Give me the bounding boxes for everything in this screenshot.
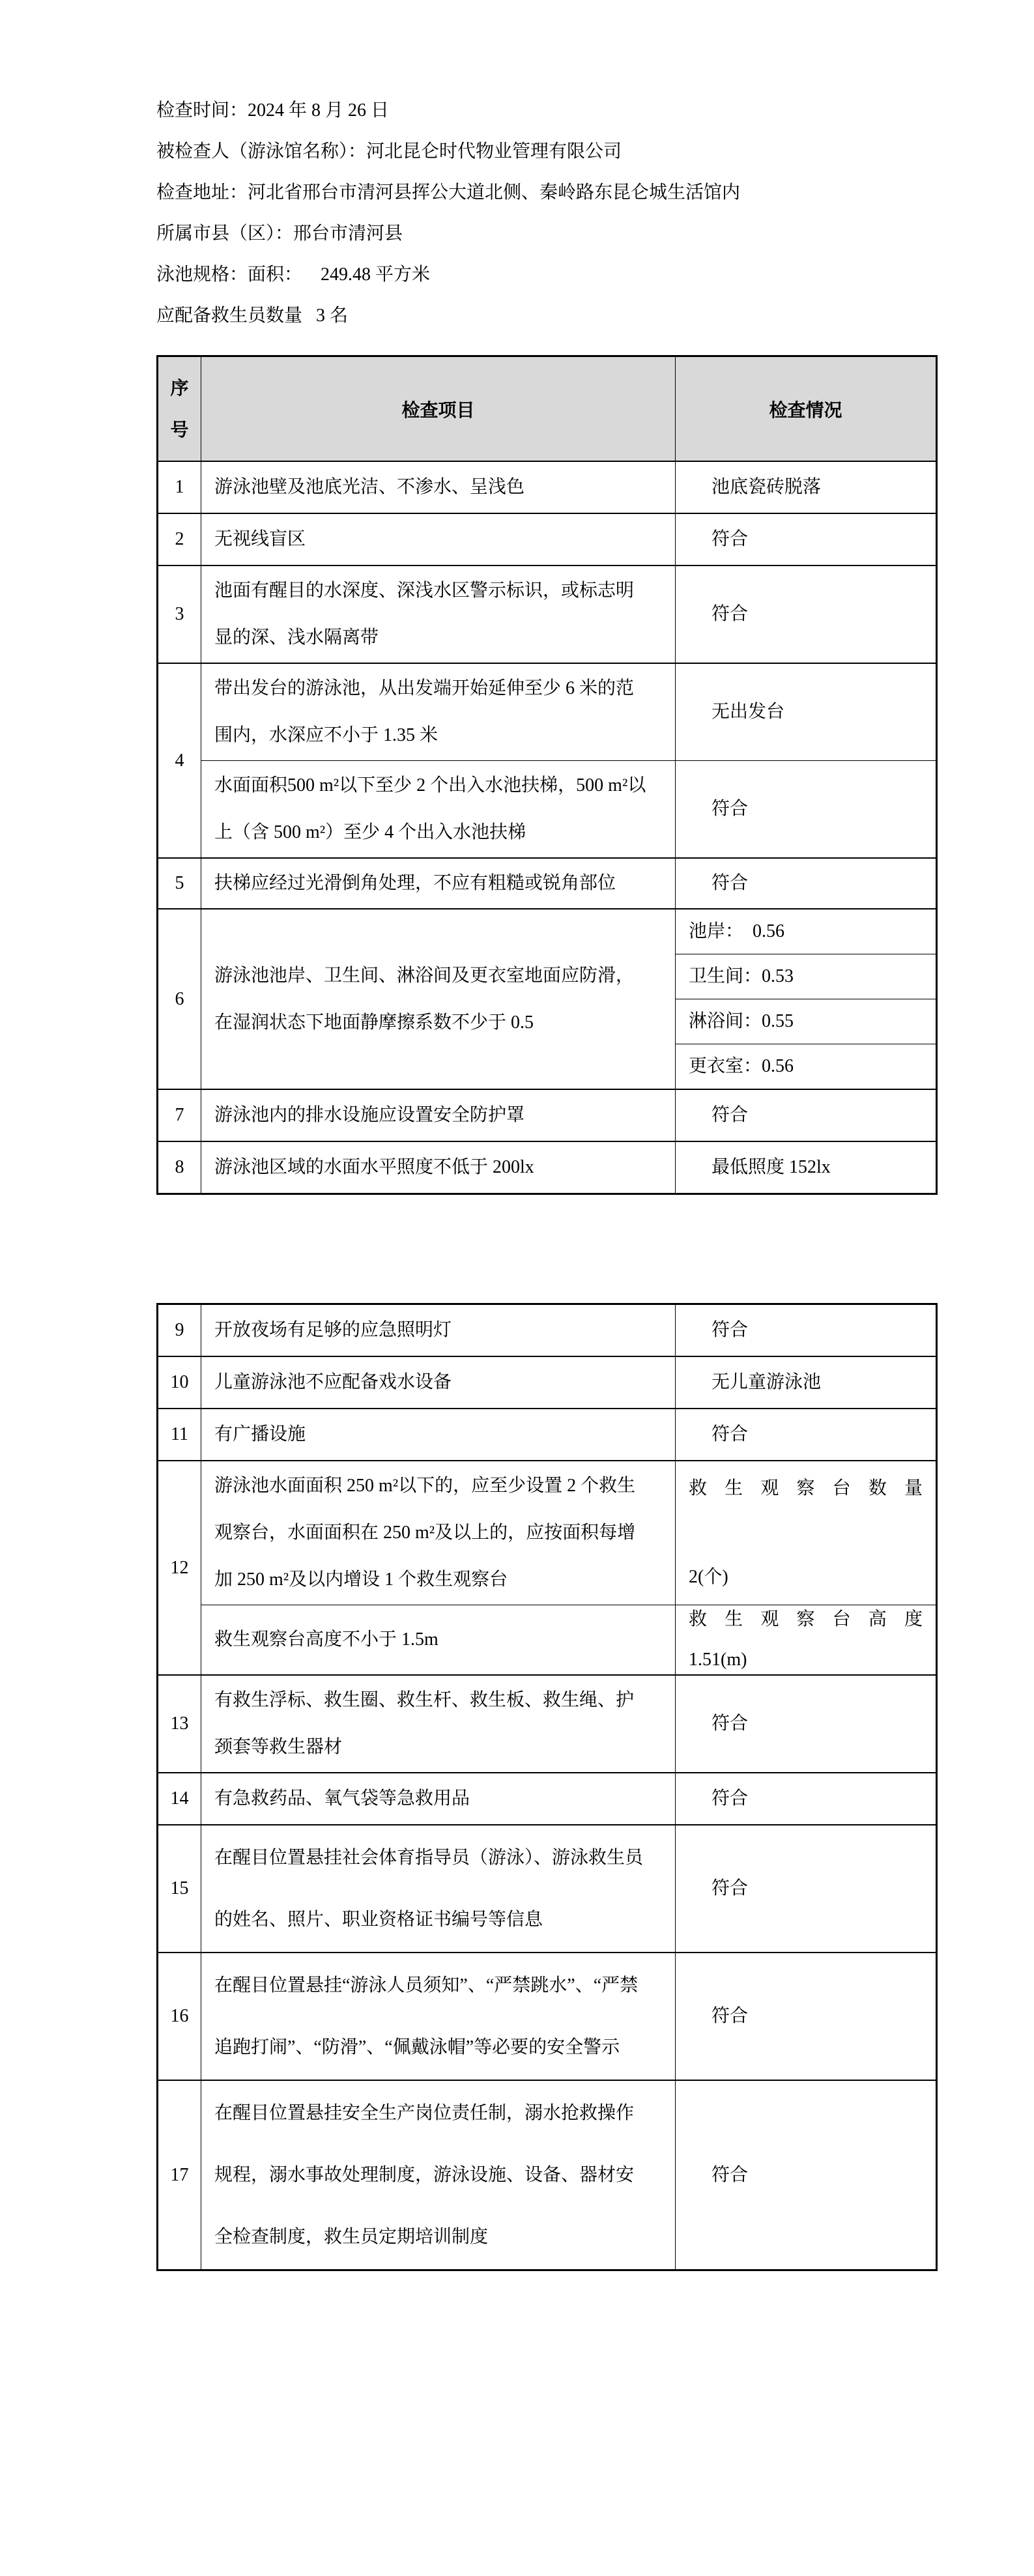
table-row-10: [158, 1356, 937, 1409]
row-7-no: 7: [158, 1089, 201, 1141]
row-4-status-a: 无出发台: [676, 663, 937, 761]
row-10-item: 儿童游泳池不应配备戏水设备: [201, 1356, 676, 1409]
row-13-no: 13: [158, 1675, 201, 1773]
row-4-item-a: 带出发台的游泳池，从出发端开始延伸至少 6 米的范围内，水深应不小于 1.35 米: [201, 663, 676, 761]
table-row-1: [158, 461, 937, 513]
table-row-14: [158, 1773, 937, 1825]
row-2-no: 2: [158, 513, 201, 565]
row-3-no: 3: [158, 565, 201, 663]
row-11-no: 11: [158, 1409, 201, 1461]
table-row-6: [158, 909, 937, 954]
row-9-no: 9: [158, 1304, 201, 1357]
row-16-item: 在醒目位置悬挂“游泳人员须知”、“严禁跳水”、“严禁追跑打闹”、“防滑”、“佩戴泳帽”等必要的安全警示: [201, 1953, 676, 2080]
row-15-no: 15: [158, 1825, 201, 1953]
row-11-status: 符合: [676, 1409, 937, 1461]
row-6-sub-poolside: 池岸： 0.56: [676, 909, 937, 954]
row-14-status: 符合: [676, 1773, 937, 1825]
row-6-sub-restroom: 卫生间：0.53: [676, 954, 937, 999]
row-15-item: 在醒目位置悬挂社会体育指导员（游泳）、游泳救生员的姓名、照片、职业资格证书编号等信息: [201, 1825, 676, 1953]
table-row-13: [158, 1675, 937, 1773]
table-row-12a: [158, 1461, 937, 1605]
meta-line-inspection-address: 检查地址：河北省邢台市清河县挥公大道北侧、秦岭路东昆仑城生活馆内: [156, 182, 741, 203]
table-row-17: [158, 2080, 937, 2270]
meta-block: [156, 90, 740, 336]
row-12-status-a-value: 2(个): [689, 1567, 728, 1587]
row-12-status-b: [676, 1605, 937, 1676]
row-9-item: 开放夜场有足够的应急照明灯: [201, 1304, 676, 1357]
row-5-no: 5: [158, 858, 201, 909]
row-6-sub-changing: 更衣室：0.56: [676, 1044, 937, 1090]
table-row-9: [158, 1304, 937, 1357]
row-7-status: 符合: [676, 1089, 937, 1141]
row-17-item: 在醒目位置悬挂安全生产岗位责任制，溺水抢救操作规程，溺水事故处理制度，游泳设施、设备、器材安全检查制度，救生员定期培训制度: [201, 2080, 676, 2270]
row-15-status: 符合: [676, 1825, 937, 1953]
table-row-12b: [158, 1605, 937, 1676]
row-1-item: 游泳池壁及池底光洁、不渗水、呈浅色: [201, 461, 676, 513]
row-17-no: 17: [158, 2080, 201, 2270]
row-13-status: 符合: [676, 1675, 937, 1773]
table-row-15: [158, 1825, 937, 1953]
row-12-item-a: 游泳池水面面积 250 m²以下的，应至少设置 2 个救生观察台，水面面积在 250 m²及以上的，应按面积每增加 250 m²及以内增设 1 个救生观察台: [201, 1461, 676, 1605]
row-1-no: 1: [158, 461, 201, 513]
table-row-4b: [158, 761, 937, 859]
row-4-item-b: 水面面积500 m²以下至少 2 个出入水池扶梯，500 m²以上（含 500 m²）至少 4 个出入水池扶梯: [201, 761, 676, 859]
table-row-3: [158, 565, 937, 663]
row-12-status-b-value: 1.51(m): [689, 1650, 747, 1670]
row-16-no: 16: [158, 1953, 201, 2080]
row-12-status-a-label: 救生观察台数量: [689, 1478, 923, 1498]
row-8-no: 8: [158, 1141, 201, 1194]
row-14-item: 有急救药品、氧气袋等急救用品: [201, 1773, 676, 1825]
meta-line-pool-spec: 泳池规格：面积： 249.48 平方米: [156, 265, 431, 285]
row-1-status: 池底瓷砖脱落: [676, 461, 937, 513]
row-6-item: 游泳池池岸、卫生间、淋浴间及更衣室地面应防滑，在湿润状态下地面静摩擦系数不少于 0.5: [201, 909, 676, 1089]
row-4-no: 4: [158, 663, 201, 858]
row-10-status: 无儿童游泳池: [676, 1356, 937, 1409]
table-row-7: [158, 1089, 937, 1141]
row-5-item: 扶梯应经过光滑倒角处理，不应有粗糙或锐角部位: [201, 858, 676, 909]
table-row-11: [158, 1409, 937, 1461]
row-2-status: 符合: [676, 513, 937, 565]
col-header-status: 检查情况: [676, 356, 937, 462]
inspection-table-1: [156, 355, 938, 1195]
row-3-item: 池面有醒目的水深度、深浅水区警示标识，或标志明显的深、浅水隔离带: [201, 565, 676, 663]
table-row-8: [158, 1141, 937, 1194]
col-header-item: 检查项目: [201, 356, 676, 462]
table-row-5: [158, 858, 937, 909]
col-header-no-line2: 号: [170, 419, 189, 440]
table-row-4a: [158, 663, 937, 761]
row-12-item-b: 救生观察台高度不小于 1.5m: [201, 1605, 676, 1676]
row-8-item: 游泳池区域的水面水平照度不低于 200lx: [201, 1141, 676, 1194]
inspection-table-2: [156, 1303, 938, 2271]
row-10-no: 10: [158, 1356, 201, 1409]
row-9-status: 符合: [676, 1304, 937, 1357]
table-row-2: [158, 513, 937, 565]
meta-line-inspection-time: 检查时间：2024 年 8 月 26 日: [156, 100, 390, 121]
row-5-status: 符合: [676, 858, 937, 909]
row-12-status-b-label: 救生观察台高度: [689, 1609, 923, 1629]
row-4-status-b: 符合: [676, 761, 937, 859]
meta-line-city-county: 所属市县（区）：邢台市清河县: [156, 223, 403, 244]
row-2-item: 无视线盲区: [201, 513, 676, 565]
meta-line-lifeguard-count: 应配备救生员数量 3 名: [156, 306, 349, 326]
row-17-status: 符合: [676, 2080, 937, 2270]
row-8-status: 最低照度 152lx: [676, 1141, 937, 1194]
row-16-status: 符合: [676, 1953, 937, 2080]
row-3-status: 符合: [676, 565, 937, 663]
row-7-item: 游泳池内的排水设施应设置安全防护罩: [201, 1089, 676, 1141]
row-6-sub-shower: 淋浴间：0.55: [676, 999, 937, 1044]
col-header-no-line1: 序: [170, 377, 189, 398]
col-header-no: [158, 356, 201, 462]
meta-line-inspected-party: 被检查人（游泳馆名称）：河北昆仑时代物业管理有限公司: [156, 141, 622, 162]
row-13-item: 有救生浮标、救生圈、救生杆、救生板、救生绳、护颈套等救生器材: [201, 1675, 676, 1773]
row-12-no: 12: [158, 1461, 201, 1675]
row-12-status-a: [676, 1461, 937, 1605]
table-row-16: [158, 1953, 937, 2080]
row-11-item: 有广播设施: [201, 1409, 676, 1461]
row-6-no: 6: [158, 909, 201, 1089]
table-header-row: [158, 356, 937, 462]
row-14-no: 14: [158, 1773, 201, 1825]
